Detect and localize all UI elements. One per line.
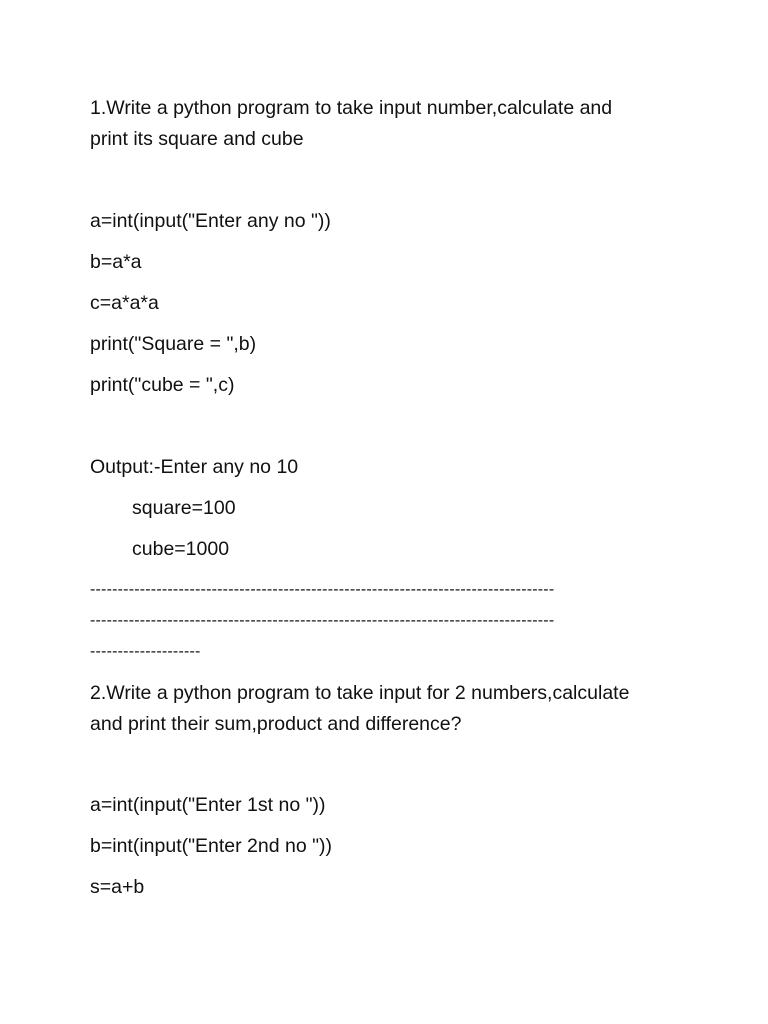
question-1-title-line-2: print its square and cube [90,128,304,150]
code-1-line-5: print("cube = ",c) [90,374,235,396]
code-1-line-2: b=a*a [90,251,142,273]
code-2-line-1: a=int(input("Enter 1st no ")) [90,794,326,816]
output-1-square: square=100 [132,497,236,519]
code-1-line-3: c=a*a*a [90,292,159,314]
separator-line-3: -------------------- [90,643,201,660]
output-1-cube: cube=1000 [132,538,230,560]
question-2-title-line-2: and print their sum,product and difference? [90,713,462,735]
code-2-line-3: s=a+b [90,876,145,898]
separator-line-1: ------------------------------------------------------------------------------------ [90,581,555,598]
separator-line-2: ------------------------------------------------------------------------------------ [90,612,555,629]
question-1-title-line-1: 1.Write a python program to take input number,calculate and [90,97,613,119]
question-2-title-line-1: 2.Write a python program to take input for 2 numbers,calculate [90,682,630,704]
code-2-line-2: b=int(input("Enter 2nd no ")) [90,835,333,857]
code-1-line-4: print("Square = ",b) [90,333,257,355]
code-1-line-1: a=int(input("Enter any no ")) [90,210,331,232]
output-1-label: Output:-Enter any no 10 [90,456,299,478]
